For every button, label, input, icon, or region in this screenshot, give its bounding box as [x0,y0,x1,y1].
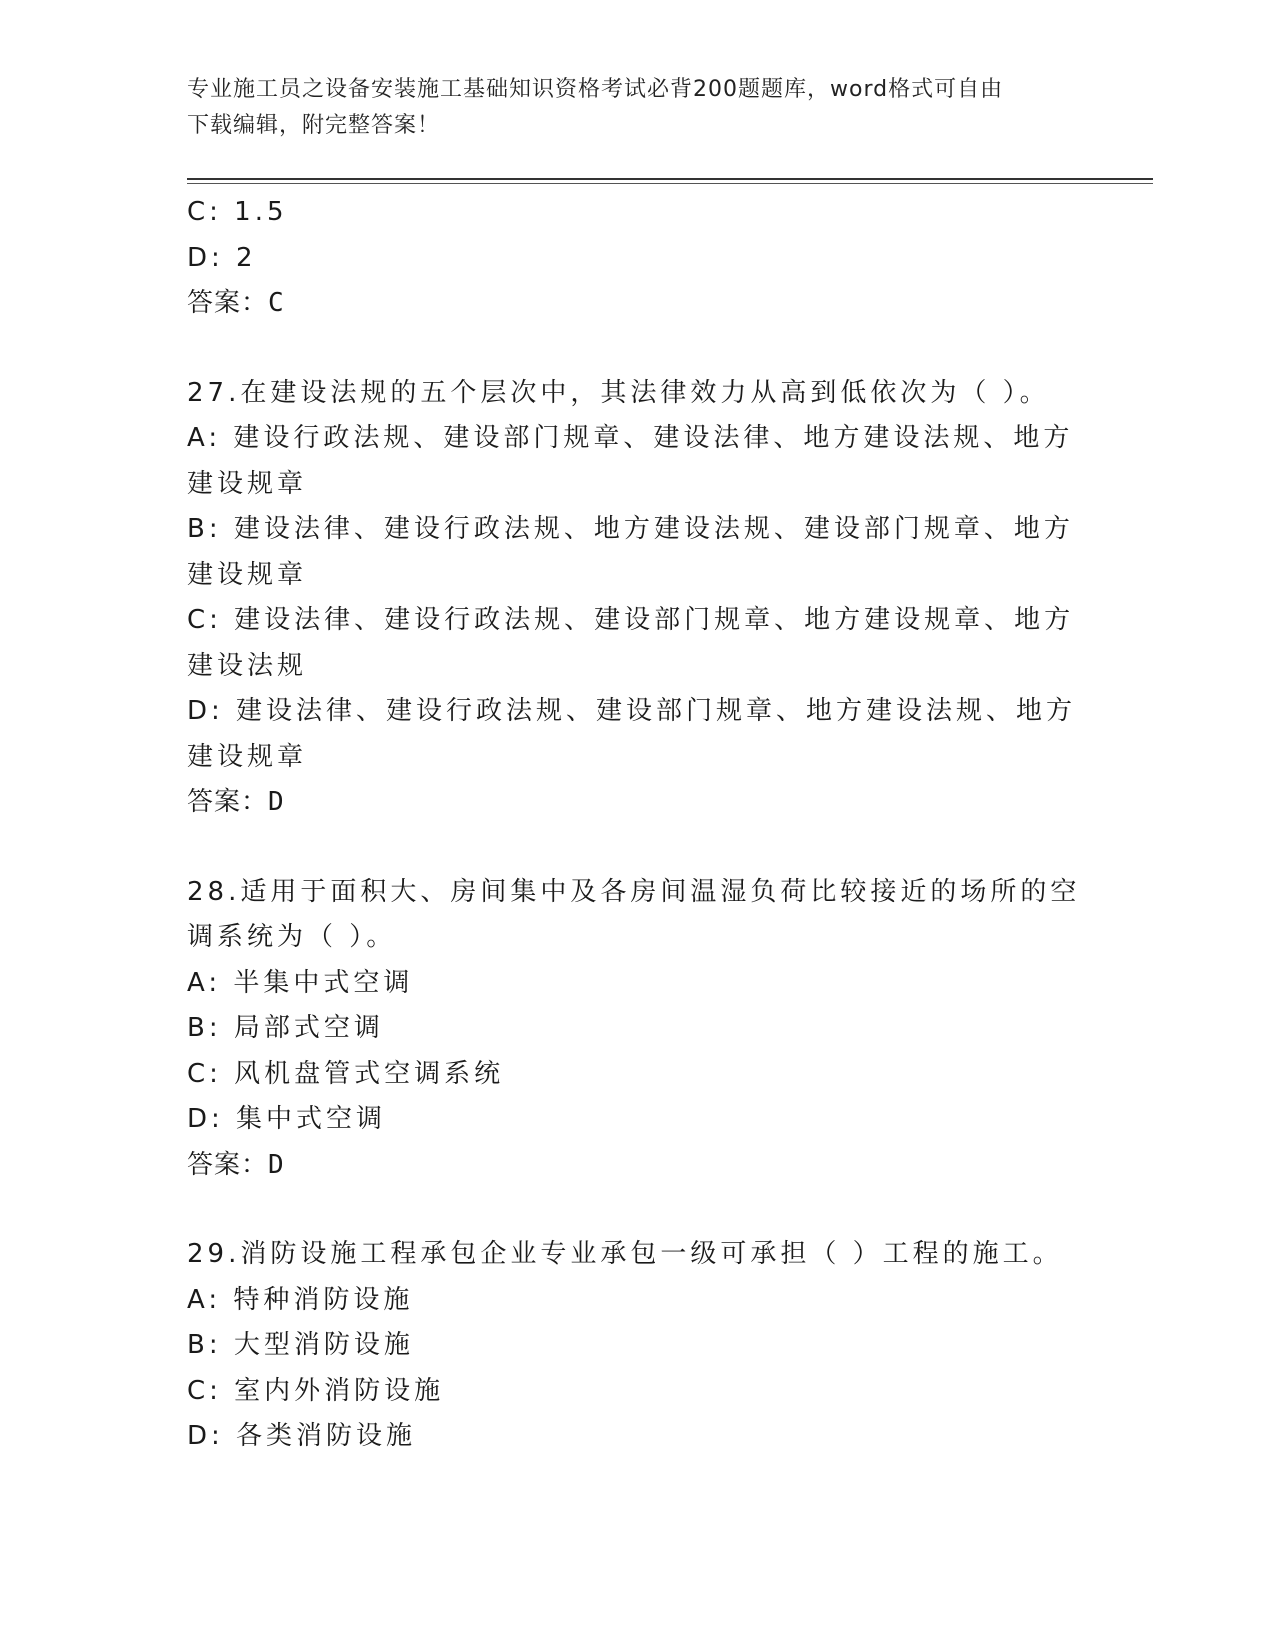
header-divider-thin [187,183,1153,184]
q27-question: 27.在建设法规的五个层次中，其法律效力从高到低依次为（ ）。 [187,377,1050,408]
q29-question: 29.消防设施工程承包企业专业承包一级可承担（ ）工程的施工。 [187,1239,1063,1269]
q29-option-b: B: 大型消防设施 [187,1330,414,1360]
question-29-block [187,1232,1087,1460]
header-divider-thick [187,178,1153,180]
q27-option-d: D: 建设法律、建设行政法规、建设部门规章、地方建设法规、地方建设规章 [187,696,1077,772]
q27-option-a: A: 建设行政法规、建设部门规章、建设法律、地方建设法规、地方建设规章 [187,423,1074,499]
q28-answer: 答案：D [187,1149,285,1180]
q29-option-d: D: 各类消防设施 [187,1421,417,1451]
q27-answer: 答案：D [187,787,285,817]
q26-option-c: C: 1.5 [187,197,288,227]
question-28-block [187,870,1087,1189]
q29-option-c: C: 室内外消防设施 [187,1375,445,1406]
q28-option-a: A: 半集中式空调 [187,967,414,998]
question-26-block [187,190,1087,327]
question-27-block [187,371,1087,826]
q29-option-a: A: 特种消防设施 [187,1284,414,1315]
q27-option-b: B: 建设法律、建设行政法规、地方建设法规、建设部门规章、地方建设规章 [187,514,1074,590]
question-list [187,190,1087,1460]
q27-option-c: C: 建设法律、建设行政法规、建设部门规章、地方建设规章、地方建设法规 [187,605,1075,681]
q28-option-d: D: 集中式空调 [187,1104,387,1134]
q28-question: 28.适用于面积大、房间集中及各房间温湿负荷比较接近的场所的空调系统为（ ）。 [187,876,1081,952]
q26-option-d: D: 2 [187,242,257,273]
header-title-line-2: 下载编辑，附完整答案！ [187,113,441,138]
document-header [187,72,1087,144]
q26-answer: 答案：C [187,288,285,318]
q28-option-c: C: 风机盘管式空调系统 [187,1058,505,1089]
header-title-line-1: 专业施工员之设备安装施工基础知识资格考试必背200题题库，word格式可自由 [187,77,1004,102]
q28-option-b: B: 局部式空调 [187,1013,384,1043]
